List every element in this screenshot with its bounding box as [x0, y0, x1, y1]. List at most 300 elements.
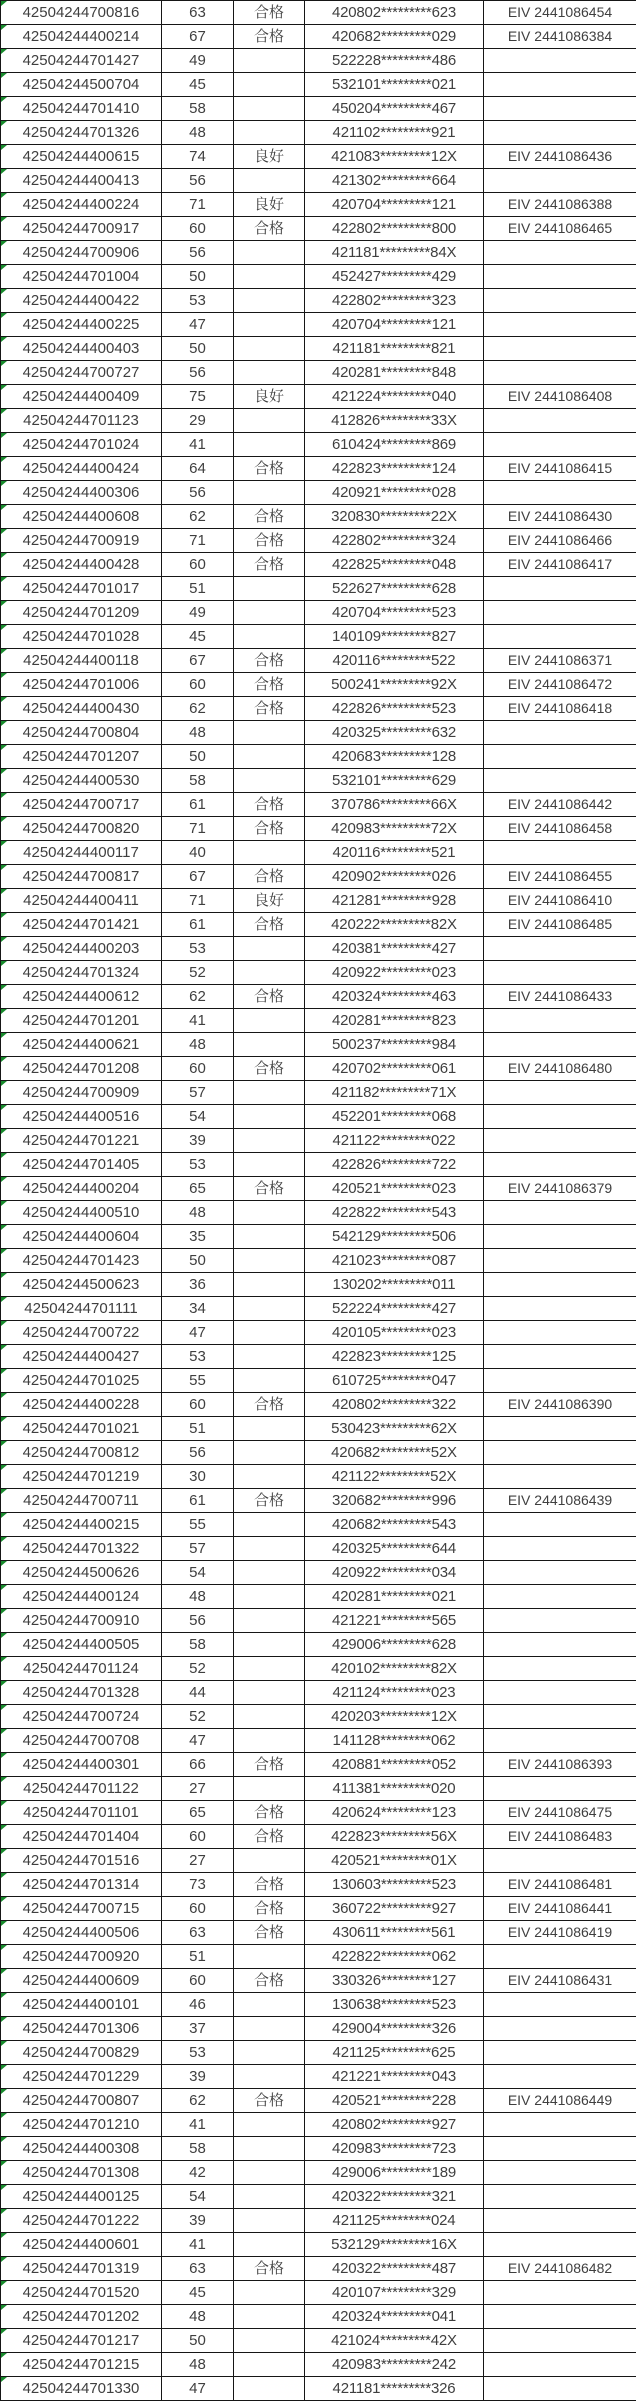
- grade-cell[interactable]: [233, 97, 304, 120]
- masked-id-number-cell[interactable]: [304, 2137, 483, 2160]
- certificate-number-cell[interactable]: [483, 2377, 636, 2400]
- grade-cell[interactable]: [233, 2281, 304, 2304]
- grade-cell[interactable]: [233, 1513, 304, 1536]
- masked-id-number-cell[interactable]: [304, 2329, 483, 2352]
- masked-id-number-cell[interactable]: [304, 1849, 483, 1872]
- masked-id-number-cell[interactable]: [304, 697, 483, 720]
- certificate-number-cell[interactable]: [483, 1633, 636, 1656]
- masked-id-number-cell[interactable]: [304, 1057, 483, 1080]
- certificate-number-cell[interactable]: [483, 2305, 636, 2328]
- score-cell[interactable]: [161, 145, 233, 168]
- masked-id-number-cell[interactable]: [304, 313, 483, 336]
- grade-cell[interactable]: [233, 1105, 304, 1128]
- certificate-number-cell[interactable]: [483, 1537, 636, 1560]
- exam-number-cell[interactable]: [0, 2041, 161, 2064]
- masked-id-number-cell[interactable]: [304, 1105, 483, 1128]
- certificate-number-cell[interactable]: [483, 361, 636, 384]
- grade-cell[interactable]: [233, 793, 304, 816]
- certificate-number-cell[interactable]: [483, 145, 636, 168]
- grade-cell[interactable]: [233, 505, 304, 528]
- certificate-number-cell[interactable]: [483, 2185, 636, 2208]
- masked-id-number-cell[interactable]: [304, 1345, 483, 1368]
- grade-cell[interactable]: [233, 1465, 304, 1488]
- certificate-number-cell[interactable]: [483, 769, 636, 792]
- masked-id-number-cell[interactable]: [304, 769, 483, 792]
- exam-number-cell[interactable]: [0, 1945, 161, 1968]
- score-cell[interactable]: [161, 1993, 233, 2016]
- grade-cell[interactable]: [233, 409, 304, 432]
- exam-number-cell[interactable]: [0, 1297, 161, 1320]
- score-cell[interactable]: [161, 433, 233, 456]
- certificate-number-cell[interactable]: [483, 1273, 636, 1296]
- masked-id-number-cell[interactable]: [304, 337, 483, 360]
- exam-number-cell[interactable]: [0, 1849, 161, 1872]
- grade-cell[interactable]: [233, 1633, 304, 1656]
- masked-id-number-cell[interactable]: [304, 1081, 483, 1104]
- grade-cell[interactable]: [233, 1441, 304, 1464]
- certificate-number-cell[interactable]: [483, 2233, 636, 2256]
- masked-id-number-cell[interactable]: [304, 937, 483, 960]
- score-cell[interactable]: [161, 721, 233, 744]
- certificate-number-cell[interactable]: [483, 217, 636, 240]
- certificate-number-cell[interactable]: [483, 193, 636, 216]
- exam-number-cell[interactable]: [0, 1345, 161, 1368]
- score-cell[interactable]: [161, 1129, 233, 1152]
- grade-cell[interactable]: [233, 2089, 304, 2112]
- score-cell[interactable]: [161, 1081, 233, 1104]
- grade-cell[interactable]: [233, 2377, 304, 2400]
- score-cell[interactable]: [161, 457, 233, 480]
- exam-number-cell[interactable]: [0, 1369, 161, 1392]
- certificate-number-cell[interactable]: [483, 721, 636, 744]
- masked-id-number-cell[interactable]: [304, 673, 483, 696]
- certificate-number-cell[interactable]: [483, 1249, 636, 1272]
- grade-cell[interactable]: [233, 457, 304, 480]
- masked-id-number-cell[interactable]: [304, 1753, 483, 1776]
- exam-number-cell[interactable]: [0, 73, 161, 96]
- certificate-number-cell[interactable]: [483, 985, 636, 1008]
- grade-cell[interactable]: [233, 913, 304, 936]
- certificate-number-cell[interactable]: [483, 1129, 636, 1152]
- certificate-number-cell[interactable]: [483, 1801, 636, 1824]
- exam-number-cell[interactable]: [0, 1273, 161, 1296]
- masked-id-number-cell[interactable]: [304, 73, 483, 96]
- masked-id-number-cell[interactable]: [304, 2089, 483, 2112]
- grade-cell[interactable]: [233, 961, 304, 984]
- exam-number-cell[interactable]: [0, 2185, 161, 2208]
- grade-cell[interactable]: [233, 313, 304, 336]
- masked-id-number-cell[interactable]: [304, 529, 483, 552]
- grade-cell[interactable]: [233, 1417, 304, 1440]
- grade-cell[interactable]: [233, 721, 304, 744]
- score-cell[interactable]: [161, 745, 233, 768]
- masked-id-number-cell[interactable]: [304, 1729, 483, 1752]
- masked-id-number-cell[interactable]: [304, 1177, 483, 1200]
- certificate-number-cell[interactable]: [483, 1153, 636, 1176]
- score-cell[interactable]: [161, 673, 233, 696]
- grade-cell[interactable]: [233, 1753, 304, 1776]
- exam-number-cell[interactable]: [0, 1153, 161, 1176]
- exam-number-cell[interactable]: [0, 961, 161, 984]
- certificate-number-cell[interactable]: [483, 1609, 636, 1632]
- exam-number-cell[interactable]: [0, 817, 161, 840]
- score-cell[interactable]: [161, 1801, 233, 1824]
- masked-id-number-cell[interactable]: [304, 2353, 483, 2376]
- certificate-number-cell[interactable]: [483, 1969, 636, 1992]
- score-cell[interactable]: [161, 1417, 233, 1440]
- exam-number-cell[interactable]: [0, 553, 161, 576]
- masked-id-number-cell[interactable]: [304, 1393, 483, 1416]
- certificate-number-cell[interactable]: [483, 1393, 636, 1416]
- score-cell[interactable]: [161, 1681, 233, 1704]
- grade-cell[interactable]: [233, 241, 304, 264]
- masked-id-number-cell[interactable]: [304, 577, 483, 600]
- score-cell[interactable]: [161, 121, 233, 144]
- score-cell[interactable]: [161, 1225, 233, 1248]
- exam-number-cell[interactable]: [0, 745, 161, 768]
- score-cell[interactable]: [161, 1321, 233, 1344]
- exam-number-cell[interactable]: [0, 1417, 161, 1440]
- certificate-number-cell[interactable]: [483, 2137, 636, 2160]
- exam-number-cell[interactable]: [0, 121, 161, 144]
- score-cell[interactable]: [161, 553, 233, 576]
- masked-id-number-cell[interactable]: [304, 1657, 483, 1680]
- masked-id-number-cell[interactable]: [304, 1321, 483, 1344]
- certificate-number-cell[interactable]: [483, 1921, 636, 1944]
- grade-cell[interactable]: [233, 1801, 304, 1824]
- grade-cell[interactable]: [233, 529, 304, 552]
- grade-cell[interactable]: [233, 841, 304, 864]
- grade-cell[interactable]: [233, 625, 304, 648]
- grade-cell[interactable]: [233, 2041, 304, 2064]
- masked-id-number-cell[interactable]: [304, 865, 483, 888]
- exam-number-cell[interactable]: [0, 25, 161, 48]
- score-cell[interactable]: [161, 1369, 233, 1392]
- score-cell[interactable]: [161, 1849, 233, 1872]
- masked-id-number-cell[interactable]: [304, 1273, 483, 1296]
- exam-number-cell[interactable]: [0, 1825, 161, 1848]
- exam-number-cell[interactable]: [0, 1705, 161, 1728]
- exam-number-cell[interactable]: [0, 769, 161, 792]
- exam-number-cell[interactable]: [0, 1537, 161, 1560]
- score-cell[interactable]: [161, 1897, 233, 1920]
- grade-cell[interactable]: [233, 985, 304, 1008]
- score-cell[interactable]: [161, 2209, 233, 2232]
- exam-number-cell[interactable]: [0, 241, 161, 264]
- score-cell[interactable]: [161, 1873, 233, 1896]
- exam-number-cell[interactable]: [0, 289, 161, 312]
- grade-cell[interactable]: [233, 169, 304, 192]
- masked-id-number-cell[interactable]: [304, 433, 483, 456]
- score-cell[interactable]: [161, 841, 233, 864]
- grade-cell[interactable]: [233, 49, 304, 72]
- exam-number-cell[interactable]: [0, 505, 161, 528]
- grade-cell[interactable]: [233, 385, 304, 408]
- exam-number-cell[interactable]: [0, 1801, 161, 1824]
- grade-cell[interactable]: [233, 1, 304, 24]
- exam-number-cell[interactable]: [0, 361, 161, 384]
- score-cell[interactable]: [161, 217, 233, 240]
- score-cell[interactable]: [161, 601, 233, 624]
- certificate-number-cell[interactable]: [483, 865, 636, 888]
- exam-number-cell[interactable]: [0, 2089, 161, 2112]
- exam-number-cell[interactable]: [0, 937, 161, 960]
- masked-id-number-cell[interactable]: [304, 97, 483, 120]
- masked-id-number-cell[interactable]: [304, 1369, 483, 1392]
- certificate-number-cell[interactable]: [483, 937, 636, 960]
- score-cell[interactable]: [161, 1177, 233, 1200]
- certificate-number-cell[interactable]: [483, 1441, 636, 1464]
- certificate-number-cell[interactable]: [483, 1753, 636, 1776]
- score-cell[interactable]: [161, 1153, 233, 1176]
- masked-id-number-cell[interactable]: [304, 793, 483, 816]
- exam-number-cell[interactable]: [0, 841, 161, 864]
- masked-id-number-cell[interactable]: [304, 2257, 483, 2280]
- score-cell[interactable]: [161, 2329, 233, 2352]
- certificate-number-cell[interactable]: [483, 553, 636, 576]
- certificate-number-cell[interactable]: [483, 1849, 636, 1872]
- score-cell[interactable]: [161, 1249, 233, 1272]
- grade-cell[interactable]: [233, 1729, 304, 1752]
- certificate-number-cell[interactable]: [483, 433, 636, 456]
- exam-number-cell[interactable]: [0, 49, 161, 72]
- grade-cell[interactable]: [233, 433, 304, 456]
- certificate-number-cell[interactable]: [483, 2329, 636, 2352]
- certificate-number-cell[interactable]: [483, 745, 636, 768]
- masked-id-number-cell[interactable]: [304, 289, 483, 312]
- exam-number-cell[interactable]: [0, 625, 161, 648]
- certificate-number-cell[interactable]: [483, 1681, 636, 1704]
- certificate-number-cell[interactable]: [483, 1417, 636, 1440]
- exam-number-cell[interactable]: [0, 2137, 161, 2160]
- masked-id-number-cell[interactable]: [304, 1249, 483, 1272]
- exam-number-cell[interactable]: [0, 2281, 161, 2304]
- exam-number-cell[interactable]: [0, 1993, 161, 2016]
- score-cell[interactable]: [161, 241, 233, 264]
- masked-id-number-cell[interactable]: [304, 1, 483, 24]
- masked-id-number-cell[interactable]: [304, 1609, 483, 1632]
- certificate-number-cell[interactable]: [483, 2353, 636, 2376]
- masked-id-number-cell[interactable]: [304, 361, 483, 384]
- exam-number-cell[interactable]: [0, 1489, 161, 1512]
- grade-cell[interactable]: [233, 817, 304, 840]
- grade-cell[interactable]: [233, 1129, 304, 1152]
- certificate-number-cell[interactable]: [483, 457, 636, 480]
- masked-id-number-cell[interactable]: [304, 1153, 483, 1176]
- certificate-number-cell[interactable]: [483, 1465, 636, 1488]
- score-cell[interactable]: [161, 1921, 233, 1944]
- grade-cell[interactable]: [233, 1969, 304, 1992]
- masked-id-number-cell[interactable]: [304, 193, 483, 216]
- grade-cell[interactable]: [233, 2233, 304, 2256]
- masked-id-number-cell[interactable]: [304, 1873, 483, 1896]
- masked-id-number-cell[interactable]: [304, 1897, 483, 1920]
- grade-cell[interactable]: [233, 2209, 304, 2232]
- score-cell[interactable]: [161, 1633, 233, 1656]
- exam-number-cell[interactable]: [0, 2161, 161, 2184]
- grade-cell[interactable]: [233, 2137, 304, 2160]
- masked-id-number-cell[interactable]: [304, 553, 483, 576]
- exam-number-cell[interactable]: [0, 577, 161, 600]
- exam-number-cell[interactable]: [0, 1, 161, 24]
- exam-number-cell[interactable]: [0, 2233, 161, 2256]
- masked-id-number-cell[interactable]: [304, 2041, 483, 2064]
- exam-number-cell[interactable]: [0, 2377, 161, 2400]
- score-cell[interactable]: [161, 2113, 233, 2136]
- score-cell[interactable]: [161, 1297, 233, 1320]
- exam-number-cell[interactable]: [0, 217, 161, 240]
- grade-cell[interactable]: [233, 1657, 304, 1680]
- grade-cell[interactable]: [233, 745, 304, 768]
- exam-number-cell[interactable]: [0, 1561, 161, 1584]
- exam-number-cell[interactable]: [0, 2257, 161, 2280]
- exam-number-cell[interactable]: [0, 1633, 161, 1656]
- grade-cell[interactable]: [233, 1777, 304, 1800]
- masked-id-number-cell[interactable]: [304, 49, 483, 72]
- masked-id-number-cell[interactable]: [304, 481, 483, 504]
- grade-cell[interactable]: [233, 1345, 304, 1368]
- grade-cell[interactable]: [233, 1921, 304, 1944]
- certificate-number-cell[interactable]: [483, 1585, 636, 1608]
- certificate-number-cell[interactable]: [483, 241, 636, 264]
- score-cell[interactable]: [161, 97, 233, 120]
- exam-number-cell[interactable]: [0, 433, 161, 456]
- grade-cell[interactable]: [233, 1897, 304, 1920]
- masked-id-number-cell[interactable]: [304, 265, 483, 288]
- masked-id-number-cell[interactable]: [304, 1441, 483, 1464]
- exam-number-cell[interactable]: [0, 721, 161, 744]
- score-cell[interactable]: [161, 1825, 233, 1848]
- masked-id-number-cell[interactable]: [304, 649, 483, 672]
- certificate-number-cell[interactable]: [483, 1321, 636, 1344]
- score-cell[interactable]: [161, 1393, 233, 1416]
- grade-cell[interactable]: [233, 1009, 304, 1032]
- masked-id-number-cell[interactable]: [304, 1969, 483, 1992]
- certificate-number-cell[interactable]: [483, 49, 636, 72]
- exam-number-cell[interactable]: [0, 2065, 161, 2088]
- masked-id-number-cell[interactable]: [304, 1921, 483, 1944]
- score-cell[interactable]: [161, 2017, 233, 2040]
- certificate-number-cell[interactable]: [483, 1945, 636, 1968]
- grade-cell[interactable]: [233, 1585, 304, 1608]
- grade-cell[interactable]: [233, 1057, 304, 1080]
- masked-id-number-cell[interactable]: [304, 2113, 483, 2136]
- score-cell[interactable]: [161, 1705, 233, 1728]
- grade-cell[interactable]: [233, 1945, 304, 1968]
- score-cell[interactable]: [161, 769, 233, 792]
- score-cell[interactable]: [161, 1273, 233, 1296]
- grade-cell[interactable]: [233, 769, 304, 792]
- certificate-number-cell[interactable]: [483, 97, 636, 120]
- exam-number-cell[interactable]: [0, 169, 161, 192]
- certificate-number-cell[interactable]: [483, 1, 636, 24]
- grade-cell[interactable]: [233, 337, 304, 360]
- score-cell[interactable]: [161, 409, 233, 432]
- score-cell[interactable]: [161, 1561, 233, 1584]
- exam-number-cell[interactable]: [0, 2305, 161, 2328]
- masked-id-number-cell[interactable]: [304, 1465, 483, 1488]
- score-cell[interactable]: [161, 889, 233, 912]
- score-cell[interactable]: [161, 1105, 233, 1128]
- score-cell[interactable]: [161, 1345, 233, 1368]
- grade-cell[interactable]: [233, 289, 304, 312]
- exam-number-cell[interactable]: [0, 985, 161, 1008]
- grade-cell[interactable]: [233, 1297, 304, 1320]
- masked-id-number-cell[interactable]: [304, 2209, 483, 2232]
- masked-id-number-cell[interactable]: [304, 1681, 483, 1704]
- score-cell[interactable]: [161, 577, 233, 600]
- masked-id-number-cell[interactable]: [304, 1825, 483, 1848]
- exam-number-cell[interactable]: [0, 2017, 161, 2040]
- grade-cell[interactable]: [233, 937, 304, 960]
- grade-cell[interactable]: [233, 1081, 304, 1104]
- grade-cell[interactable]: [233, 2065, 304, 2088]
- grade-cell[interactable]: [233, 2185, 304, 2208]
- certificate-number-cell[interactable]: [483, 1033, 636, 1056]
- score-cell[interactable]: [161, 505, 233, 528]
- exam-number-cell[interactable]: [0, 145, 161, 168]
- grade-cell[interactable]: [233, 265, 304, 288]
- certificate-number-cell[interactable]: [483, 1057, 636, 1080]
- exam-number-cell[interactable]: [0, 1585, 161, 1608]
- masked-id-number-cell[interactable]: [304, 25, 483, 48]
- score-cell[interactable]: [161, 1585, 233, 1608]
- certificate-number-cell[interactable]: [483, 1777, 636, 1800]
- masked-id-number-cell[interactable]: [304, 1201, 483, 1224]
- exam-number-cell[interactable]: [0, 865, 161, 888]
- masked-id-number-cell[interactable]: [304, 2017, 483, 2040]
- masked-id-number-cell[interactable]: [304, 2377, 483, 2400]
- grade-cell[interactable]: [233, 1321, 304, 1344]
- score-cell[interactable]: [161, 1057, 233, 1080]
- grade-cell[interactable]: [233, 649, 304, 672]
- exam-number-cell[interactable]: [0, 1033, 161, 1056]
- grade-cell[interactable]: [233, 1201, 304, 1224]
- grade-cell[interactable]: [233, 601, 304, 624]
- exam-number-cell[interactable]: [0, 1249, 161, 1272]
- score-cell[interactable]: [161, 25, 233, 48]
- grade-cell[interactable]: [233, 1561, 304, 1584]
- masked-id-number-cell[interactable]: [304, 385, 483, 408]
- certificate-number-cell[interactable]: [483, 625, 636, 648]
- exam-number-cell[interactable]: [0, 1129, 161, 1152]
- certificate-number-cell[interactable]: [483, 841, 636, 864]
- score-cell[interactable]: [161, 337, 233, 360]
- certificate-number-cell[interactable]: [483, 1201, 636, 1224]
- exam-number-cell[interactable]: [0, 2209, 161, 2232]
- exam-number-cell[interactable]: [0, 1201, 161, 1224]
- certificate-number-cell[interactable]: [483, 1729, 636, 1752]
- exam-number-cell[interactable]: [0, 2353, 161, 2376]
- exam-number-cell[interactable]: [0, 1465, 161, 1488]
- certificate-number-cell[interactable]: [483, 793, 636, 816]
- certificate-number-cell[interactable]: [483, 889, 636, 912]
- score-cell[interactable]: [161, 2281, 233, 2304]
- grade-cell[interactable]: [233, 1249, 304, 1272]
- grade-cell[interactable]: [233, 217, 304, 240]
- grade-cell[interactable]: [233, 2353, 304, 2376]
- grade-cell[interactable]: [233, 1225, 304, 1248]
- score-cell[interactable]: [161, 1009, 233, 1032]
- score-cell[interactable]: [161, 2305, 233, 2328]
- masked-id-number-cell[interactable]: [304, 721, 483, 744]
- certificate-number-cell[interactable]: [483, 913, 636, 936]
- masked-id-number-cell[interactable]: [304, 817, 483, 840]
- exam-number-cell[interactable]: [0, 601, 161, 624]
- score-cell[interactable]: [161, 1489, 233, 1512]
- exam-number-cell[interactable]: [0, 1897, 161, 1920]
- certificate-number-cell[interactable]: [483, 2281, 636, 2304]
